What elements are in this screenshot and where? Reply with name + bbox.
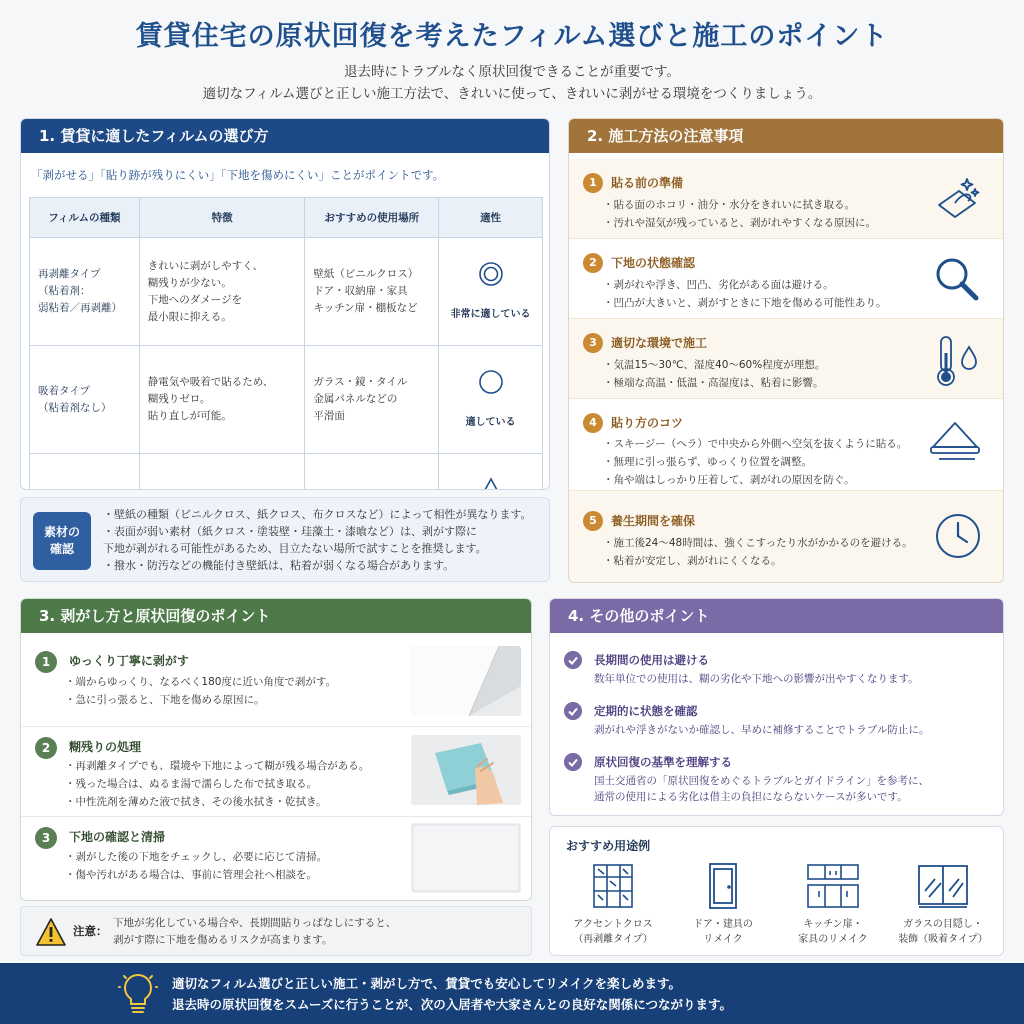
material-check-box (20, 497, 550, 582)
install-step (569, 319, 1004, 399)
section-removal (20, 598, 532, 901)
section-2-title: 2. 施工方法の注意事項 (569, 119, 1003, 153)
point-desc: 数年単位での使用は、糊の劣化や下地への影響が出やすくなります。 (594, 673, 919, 685)
material-check-badge: 素材の 確認 (33, 512, 91, 570)
cell-place (305, 454, 439, 491)
cell-fit (439, 454, 543, 491)
col-header-feature: 特徴 (139, 198, 305, 238)
step-number: 3 (35, 827, 57, 849)
footer-text (172, 973, 732, 1015)
removal-step (21, 817, 532, 901)
door-icon (700, 861, 746, 911)
install-step (569, 159, 1004, 239)
step-lines (603, 196, 876, 232)
page-title: 賃貸住宅の原状回復を考えたフィルム選びと施工のポイント (135, 21, 889, 52)
page-subtitle (0, 61, 1024, 105)
recommended-label: アクセントクロス （再剥離タイプ） (573, 919, 653, 945)
removal-step (21, 727, 532, 817)
section-1-title: 1. 賃貸に適したフィルムの選び方 (21, 119, 549, 153)
step-title: 下地の状態確認 (611, 256, 696, 270)
check-circle-icon (564, 651, 582, 669)
step-line: ・急に引っ張ると、下地を傷める原因に。 (65, 694, 265, 706)
section-film-selection (20, 118, 550, 490)
footer-line-2: 退去時の原状回復をスムーズに行うことが、次の入居者や大家さんとの良好な関係につながります。 (172, 997, 733, 1012)
subtitle-line-2: 適切なフィルム選びと正しい施工方法で、きれいに使って、きれいに剥がせる環境をつくりましょう。 (202, 86, 822, 102)
accent-wall-icon (590, 861, 636, 911)
col-header-place: おすすめの使用場所 (305, 198, 439, 238)
cell-fit (439, 346, 543, 454)
recommended-label: ドア・建具の リメイク (693, 919, 753, 945)
step-line: ・スキージー（ヘラ）で中央から外側へ空気を抜くように貼る。 (603, 438, 908, 450)
film-type-table (29, 197, 543, 490)
recommended-item (558, 861, 668, 947)
step-line: ・極端な高温・低温・高湿度は、粘着に影響。 (603, 377, 824, 389)
step-title: 下地の確認と清掃 (69, 830, 166, 844)
recommended-uses (549, 826, 1004, 956)
material-line: ・撥水・防汚などの機能付き壁紙は、粘着が弱くなる場合があります。 (103, 559, 455, 572)
table-header-row (30, 198, 543, 238)
squeegee-icon (927, 415, 983, 467)
fit-label: 非常に適している (450, 309, 531, 320)
step-line: ・凹凸が大きいと、剥がすときに下地を傷める可能性あり。 (603, 297, 887, 309)
step-line: ・貼る面のホコリ・油分・水分をきれいに拭き取る。 (603, 199, 855, 211)
clock-icon (933, 511, 983, 561)
peeling-film-image (411, 646, 521, 716)
cell-feature (139, 454, 305, 491)
fit-label: 適している (465, 417, 516, 428)
step-line: ・気温15〜30℃、湿度40〜60%程度が理想。 (603, 359, 826, 371)
step-line: ・汚れや湿気が残っていると、剥がれやすくなる原因に。 (603, 217, 876, 229)
material-line: ・壁紙の種類（ビニルクロス、紙クロス、布クロスなど）によって相性が異なります。 (103, 508, 532, 521)
cleaning-cloth-icon (931, 173, 983, 225)
cell-type: 吸着タイプ （粘着剤なし） (30, 346, 140, 454)
table-row (30, 454, 543, 491)
recommended-item (668, 861, 778, 947)
header (0, 0, 1024, 112)
recommended-label: ガラスの目隠し・ 装飾（吸着タイプ） (898, 919, 988, 945)
step-number: 4 (583, 413, 603, 433)
material-line: ・表面が弱い素材（紙クロス・塗装壁・珪藻土・漆喰など）は、剥がす際に 下地が剥がれる可能性があるため、目立たない場所で試すことを推奨します。 (103, 525, 487, 555)
recommended-item (778, 861, 888, 947)
section-1-intro: 「剥がせる」「貼り跡が残りにくい」「下地を傷めにくい」ことがポイントです。 (31, 168, 445, 182)
cell-place: ガラス・鏡・タイル 金属パネルなどの 平滑面 (305, 346, 439, 454)
step-number: 2 (583, 253, 603, 273)
check-circle-icon (564, 753, 582, 771)
step-number: 5 (583, 511, 603, 531)
section-4-title: 4. その他のポイント (550, 599, 1003, 633)
cell-type: 再剥離タイプ （粘着剤： 弱粘着／再剥離） (30, 238, 140, 346)
magnifier-icon (931, 253, 983, 305)
section-3-title: 3. 剥がし方と原状回復のポイント (21, 599, 531, 633)
step-line: ・無理に引っ張らず、ゆっくり位置を調整。 (603, 456, 813, 468)
kitchen-cabinet-icon (805, 861, 861, 911)
cell-feature: きれいに剥がしやすく、 糊残りが少ない。 下地へのダメージを 最小限に抑える。 (139, 238, 305, 346)
step-line: ・再剥離タイプでも、環境や下地によって糊が残る場合がある。 (65, 760, 370, 772)
step-line: ・傷や汚れがある場合は、事前に管理会社へ相談を。 (65, 869, 317, 881)
step-lines (603, 356, 825, 392)
step-title: 貼る前の準備 (611, 176, 684, 190)
install-step (569, 239, 1004, 319)
cell-place: 壁紙（ビニルクロス） ドア・収納扉・家具 キッチン扉・棚板など (305, 238, 439, 346)
step-number: 2 (35, 737, 57, 759)
footer-banner (0, 963, 1024, 1024)
step-line: ・角や端はしっかり圧着して、剥がれの原因を防ぐ。 (603, 474, 855, 486)
step-lines (603, 534, 913, 570)
warning-icon (35, 917, 67, 947)
step-number: 1 (583, 173, 603, 193)
col-header-fit: 適性 (439, 198, 543, 238)
wiping-cloth-image (411, 735, 521, 805)
step-line: ・剥がした後の下地をチェックし、必要に応じて清掃。 (65, 851, 328, 863)
table-row (30, 238, 543, 346)
step-lines (603, 276, 887, 312)
step-line: ・端からゆっくり、なるべく180度に近い角度で剥がす。 (65, 676, 337, 688)
material-check-list (103, 506, 532, 574)
step-number: 1 (35, 651, 57, 673)
circle-icon (478, 369, 504, 395)
cell-type (30, 454, 140, 491)
step-line: ・剥がれや浮き、凹凸、劣化がある面は避ける。 (603, 279, 834, 291)
caution-text: 下地が劣化している場合や、長期間貼りっぱなしにすると、 剥がす際に下地を傷めるリスクが高まります。 (113, 917, 397, 946)
step-line: ・中性洗剤を薄めた液で拭き、その後水拭き・乾拭き。 (65, 796, 327, 808)
col-header-type: フィルムの種類 (30, 198, 140, 238)
removal-step (21, 639, 532, 727)
thermometer-icon (931, 333, 983, 389)
recommended-title: おすすめ用途例 (566, 839, 651, 853)
recommended-label: キッチン扉・ 家具のリメイク (798, 919, 868, 945)
step-title: 適切な環境で施工 (611, 336, 708, 350)
install-step (569, 399, 1004, 491)
step-lines (65, 673, 336, 709)
lightbulb-icon (118, 973, 158, 1015)
clean-wall-image (411, 823, 521, 893)
cell-fit (439, 238, 543, 346)
step-lines (603, 435, 907, 489)
step-number: 3 (583, 333, 603, 353)
caution-note (20, 906, 532, 956)
point-title: 原状回復の基準を理解する (594, 755, 732, 769)
point-desc: 剥がれや浮きがないか確認し、早めに補修することでトラブル防止に。 (594, 724, 930, 736)
install-step (569, 491, 1004, 583)
point-desc: 国土交通省の「原状回復をめぐるトラブルとガイドライン」を参考に、 通常の使用による劣化は借主の負担にならないケースが多いです。 (594, 775, 929, 803)
window-icon (915, 861, 971, 911)
recommended-item (888, 861, 998, 947)
step-title: 糊残りの処理 (69, 740, 142, 754)
step-title: 養生期間を確保 (611, 514, 696, 528)
table-row (30, 346, 543, 454)
step-lines (65, 848, 327, 884)
subtitle-line-1: 退去時にトラブルなく原状回復できることが重要です。 (344, 64, 680, 80)
caution-label: 注意： (73, 924, 108, 938)
step-lines (65, 757, 369, 811)
step-line: ・残った場合は、ぬるま湯で濡らした布で拭き取る。 (65, 778, 317, 790)
point-title: 長期間の使用は避ける (594, 653, 709, 667)
step-line: ・粘着が安定し、剥がれにくくなる。 (603, 555, 782, 567)
section-other-points (549, 598, 1004, 816)
footer-line-1: 適切なフィルム選びと正しい施工・剥がし方で、賃貸でも安心してリメイクを楽しめます。 (172, 976, 682, 991)
check-circle-icon (564, 702, 582, 720)
section-installation (568, 118, 1004, 583)
cell-feature: 静電気や吸着で貼るため、 糊残りゼロ。 貼り直しが可能。 (139, 346, 305, 454)
point-title: 定期的に状態を確認 (594, 704, 698, 718)
step-title: 貼り方のコツ (611, 416, 684, 430)
double-circle-icon (478, 261, 504, 287)
step-line: ・施工後24〜48時間は、強くこすったり水がかかるのを避ける。 (603, 537, 913, 549)
step-title: ゆっくり丁寧に剥がす (69, 654, 189, 668)
triangle-icon (477, 477, 505, 490)
